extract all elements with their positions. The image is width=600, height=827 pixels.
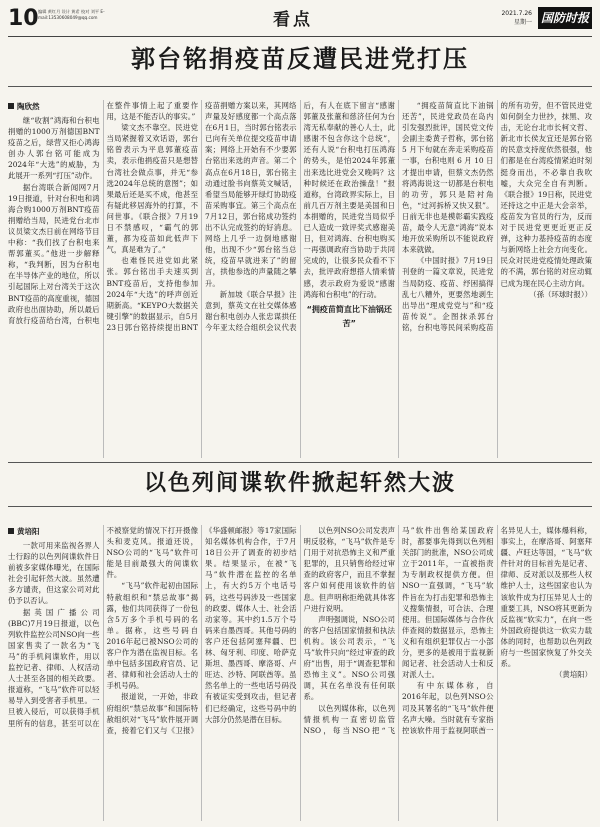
- paragraph: 据台湾联合新闻网7月19日报道，针对台积电和鸿海合购1000万剂BNT疫苗捐赠给当局，民进党台北市议员梁文杰日前在网络节目中称：“我们找了台积电来帮郭董买。”他进一步解释称，“我判断，因为台积电在半导体产业的地位，所以引起国际上对台湾关于这次BNT疫苗的高度重视，德国政府也出面协助，所以最后育放行疫苗给台湾，台积电在整件事情上起了重要作用，这是不能否认的事实。”: [8, 101, 198, 325]
- section-title: 看点: [273, 10, 313, 30]
- paragraph: 声明强调说，NSO公司的客户包括国家情报和执法机构。该公司表示，“飞马”软件只向“经过审查的政府”出售，用于“调查犯罪和恐怖主义”。NSO公司强调，其在名单没有任何联系。: [303, 614, 396, 702]
- byline-square-icon: [8, 528, 14, 534]
- issue-weekday: 星期一: [513, 19, 532, 26]
- paragraph: 据英国广播公司(BBC)7月19日报道，以色列软件监控公司NSO向一些国家售卖了一款名为“飞马”的手机间谍软件，用以监控记者、律师、人权活动人士甚至各国的相关政要。报道称，“飞马”软件可以轻易导入到受害者手机里。一旦被入侵后，可以获得手机里所有的信息，甚至可以在不被察觉的情况下打开摄像头和麦克风。报道还说，NSO公司的“飞马”软件可能是目前最强大的间谍软件。: [8, 526, 198, 728]
- article2-headline: 以色列间谍软件掀起轩然大波: [143, 471, 456, 496]
- article2-byline: 黄培阳: [8, 525, 100, 538]
- article2-credit: （黄培阳）: [555, 670, 592, 680]
- issue-date: 2021.7.26: [501, 10, 532, 17]
- article1-byline: 陶欣然: [8, 100, 100, 113]
- paragraph: 也难怪民进党如此紧张。郭台铭出手夫速买到BNT疫苗后，支持他参加2024年“大选”的呼声创近期新高。“KEYPO大数据关键引擎”的数据显示，自5月23日郭台铭持续提出BNT疫苗捐赠方案以来，其网络声量及好感度都一个高点落在6月1日，当时郭台铭表示已向有关单位提交疫苗申请案；网络上开始有不少要郭台铭出来选的声音。第二个高点在6月18日，郭台铭主动通过脸书向蔡英文喊话，希望当局能够开绿灯协助疫苗采购事宜。第三个高点在7月12日，郭台铭成功签约出不认完成签约的好消息。网络上几乎一边倒地感谢他，出现不少“郭台铭当总统，疫苗早就进来了”的留言，拱他参选的声量随之攀升。: [106, 101, 297, 332]
- paragraph: 《中国时报》7月19日刊登的一篇文章说，民进党当局防疫、疫苗、纾困搞得乱七八糟外，更要然地剥生出导出“理成党党与”和“疫苗传说”。企图抹杀郭台铭，台积电等民间采购疫苗的所有功劳，但不管民进党如何倒全力世抄，抹黑、攻击，无论台北市长柯文哲、新北市长侯友宜还是郭台铭的民意支持度依然很强，他们都是在台湾疫情紧迫时刻挺身而出，不必靠自我吹嘘，大众完全自有判断。《联合报》19日称，民进党还持这之中正是大会亲举，疫苗发为官员的行为，反而对于民进党更更近更正反弹，这种力基持疫苗的态度与新网络上社会方向变化。民众对民进党疫情处理政策的不满，郭台铭的对应动辄已成为现在民心主动方向。: [402, 101, 592, 332]
- divider: [8, 462, 592, 463]
- paragraph: 一款可用来监视各界人士行踪的以色列间谍软件日前被多家媒体曝光，在国际社会引起轩然大波。虽然遭多方谴责，但这家公司对此仍予以否认。: [8, 541, 100, 606]
- article1-subheading: “拥疫苗简直比下油锅还苦”: [306, 304, 392, 328]
- newspaper-logo: 国防时报: [538, 7, 592, 29]
- article2-body: [8, 525, 592, 821]
- paragraph: 有中东媒体称，自2016年起，以色列NSO公司及其署名的“飞马”软件便名声大噪。当时就有专家指控该软件用于监视阿联酋一名异见人士，媒体爆料称，事实上，在摩洛哥、阿塞拜疆、卢旺达等国，“飞马”软件针对的目标首先是记者、律师、反对派以及那些人权维护人士，这些国家也认为该软件成为打压异见人士的重要工具，NSO将其更新为反监视“软实力”，在向一些外国政府提供这一软实力载体的同时，也帮助以色列政府与一些国家恢复了外交关系。: [402, 526, 592, 735]
- page-number: 10: [8, 6, 39, 31]
- paragraph: 以色列媒体称，以色列情报机构一直密切监管NSO，每当NSO把“飞马”软件出售给某国政府时，都要事先得到以色列相关部门的批准，NSO公司成立于2011年，一直被指责为专制政权提供方便。但NSO一直强调，“飞马”软件旨在为打击犯罪和恐怖主义搜集情报，可合法、合理使用。但国际媒体与合作伙伴查阅的数据显示，恐怖主义和有组织犯罪仅占一小部分，更多的是被用于监视新闻记者、社会活动人士和反对派人士。: [303, 526, 494, 735]
- paragraph: 继“收割”鸿海和台积电捐赠的1000万剂德国BNT疫苗之后，绿营又拒心鸿海创办人郭台铭可能成为2024年“大选”的威胁，为此展开一系列“打压”动作。: [8, 116, 100, 181]
- masthead: [8, 6, 592, 37]
- byline-square-icon: [8, 103, 14, 109]
- paragraph: 新加坡《联合早报》注意到，蔡英文在社交媒体感谢台积电创办人张忠谋拱任今年亚太经合组织会议代表后，有人在底下留言“感谢郭董及张董和慈济任何为台湾无私奉献的善心人士，此感谢不包含你这个总统”，还有人说“台积电打压鸿海的势头，是怕2024年郭董出来选比进党会又晚吗？这种时候还在政治操盘！”报道称，台湾政界实际上，目前几百万剂主要是美国和日本捐赠的，民进党当局似乎已人造成一致评奖式感谢美日，但对鸿海、台积电购买一再强调政府当协助于共同完成的，让很多民众看不下去，批评政府想搭人情乘情感，表示政府为爱说“感谢鸿海和台积电”的行动。: [205, 101, 395, 332]
- date-block: [496, 9, 532, 27]
- article1-body: [8, 100, 592, 458]
- divider: [8, 86, 592, 87]
- article1-headline: 郭台铭捐疫苗反遭民进党打压: [131, 45, 469, 73]
- paragraph: 梁文杰不靠空。民进党当局紧握着又欢话语，郭台铭曾表示为平息郭董疫苗卖，表示他捐疫苗只是想替台湾社会做点事，并无“参选2024年总统的意图”；如果最后还是买不成，他甚至有疑此移居海外的打算，不问世事。《联合报》7月19日不禁感叹，“霸气的郭董，都为疫苗如此低声下气，真是难为了。”: [106, 123, 198, 255]
- paragraph: “拥疫苗简直比下油锅还苦”，民进党政员在岛内引发强烈批评，国民党文传会副主委黄子哲称，郭台铭 5 月下旬就在奔走采购疫苗一事，台积电则 6 月 10 日才提出申请，但蔡文杰仍然将鸿海说这一切都是台积电的功劳，郭只是陪衬角色，“过河拆桥又快又狠”。日前无非也是模彰霸实践疫苗，最令人无意“鸿海”说本地开放采购所以不能说政府本来就做。: [402, 101, 494, 255]
- divider: [8, 506, 592, 507]
- paragraph: 报道说，一开始，非政府组织“禁忌故事”和国际特赦组织对“飞马”软件展开调查，接着它们又与《卫报》《华盛顿邮报》等17家国际知名媒体机构合作，于7月18日公开了调查的初步结果。结果显示，在被“飞马”软件潜在监控的名单上，有大约5万个电话号码，这些号码涉及一些国家的政要、媒体人士、社会活动家等。其中约1.5万个号码来自墨西哥。其他号码的客户还包括阿塞拜疆、巴林、匈牙利、印度、哈萨克斯坦、墨西哥、摩洛哥、卢旺达、沙特、阿联酋等。虽然名单上的一些电话号码没有被证实受到攻击，但记者们已经确定，这些号码中的大部分仍然是潜在目标。: [106, 526, 297, 735]
- paragraph: “飞马”软件起初由国际特赦组织和“禁忌故事”揭露，他们共同获得了一份包含5万多个手机号码的名单。据称，这些号码自2016年起已被NSO公司的客户作为潜在监视目标。名单中包括多国政府官员、记者、律师和社会活动人士的手机号码。: [106, 581, 198, 691]
- article1-credit: （孫（环球时报））: [529, 289, 592, 299]
- paragraph: 以色列NSO公司发表声明反驳称，“飞马”软件是专门用于对抗恐怖主义和严重犯罪的，且只销售给经过审查的政府客户，而且不掌握客户如何使用该软件的信息。但声明称拒绝就具体客户进行说明。: [303, 526, 396, 613]
- editor-credits: 编辑 黄红月 设计 黄希 校对 刘平 E-mail:13530608049@qq.com: [38, 9, 105, 20]
